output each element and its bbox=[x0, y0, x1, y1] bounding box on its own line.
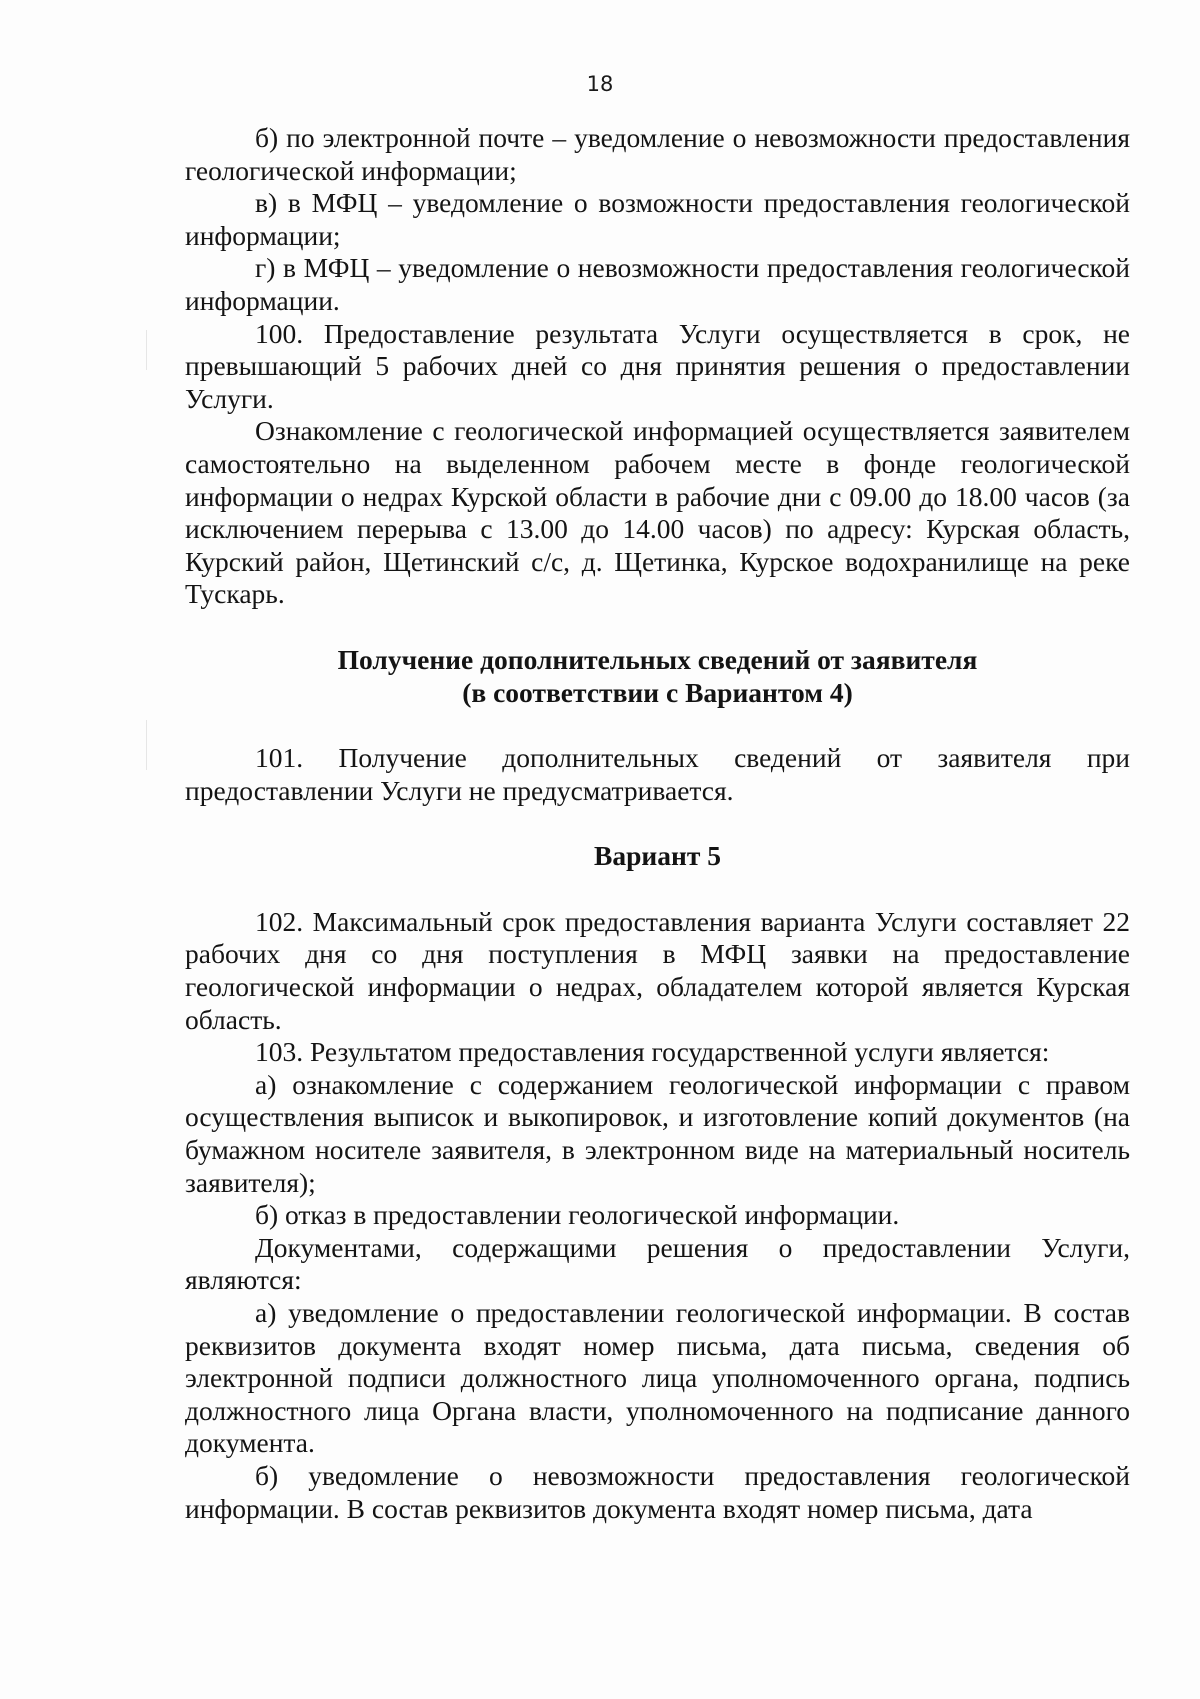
paragraph: в) в МФЦ – уведомление о возможности предоставления геологической информации; bbox=[185, 187, 1130, 251]
paragraph: а) ознакомление с содержанием геологической информации с правом осуществления выписок и выкопировок, и изготовление копий документов (на бумажном носителе заявителя, в электронном виде на материальный носитель заявителя); bbox=[185, 1068, 1130, 1198]
paragraph: Ознакомление с геологической информацией осуществляется заявителем самостоятельно на выделенном рабочем месте в фонде геологической информации о недрах Курской области в рабочие дни с 09.00 до 18.00 часов (за исключением перерыва с 13.00 до 14.00 часов) по адресу: Курская область, Курский район, Щетинский с/с, д. Щетинка, Курское водохранилище на реке Тускарь. bbox=[185, 415, 1130, 610]
paragraph: 100. Предоставление результата Услуги осуществляется в срок, не превышающий 5 рабочих дней со дня принятия решения о предоставлении Услуги. bbox=[185, 317, 1130, 414]
paragraph: б) отказ в предоставлении геологической информации. bbox=[255, 1199, 900, 1231]
paragraph: 101. Получение дополнительных сведений от заявителя при предоставлении Услуги не предусматривается. bbox=[185, 742, 1130, 806]
paragraph: а) уведомление о предоставлении геологической информации. В состав реквизитов документа входят номер письма, дата письма, сведения об электронной подписи должностного лица уполномоченного органа, подпись должностного лица Органа власти, уполномоченного на подписание данного документа. bbox=[185, 1297, 1130, 1459]
paragraph: 103. Результатом предоставления государственной услуги является: bbox=[255, 1036, 1050, 1068]
spacer bbox=[185, 873, 1130, 906]
paragraph: г) в МФЦ – уведомление о невозможности предоставления геологической информации. bbox=[185, 252, 1130, 316]
spacer bbox=[185, 709, 1130, 742]
page-number: 18 bbox=[586, 72, 614, 96]
document-body bbox=[185, 122, 1130, 1525]
scan-artifact bbox=[146, 330, 147, 370]
spacer bbox=[185, 611, 1130, 644]
spacer bbox=[185, 807, 1130, 840]
paragraph: б) по электронной почте – уведомление о невозможности предоставления геологической информации; bbox=[185, 122, 1130, 186]
paragraph: Документами, содержащими решения о предоставлении Услуги, являются: bbox=[185, 1231, 1130, 1296]
variant-heading: Вариант 5 bbox=[594, 840, 721, 872]
paragraph: 102. Максимальный срок предоставления варианта Услуги составляет 22 рабочих дня со дня поступления в МФЦ заявки на предоставление геологической информации о недрах, обладателем которой является Курская область. bbox=[185, 905, 1130, 1035]
scan-artifact bbox=[146, 720, 147, 770]
section-heading-line2: (в соответствии с Вариантом 4) bbox=[462, 676, 853, 708]
paragraph: б) уведомление о невозможности предоставления геологической информации. В состав реквизитов документа входят номер письма, дата bbox=[185, 1459, 1130, 1524]
section-heading-line1: Получение дополнительных сведений от заявителя bbox=[337, 643, 978, 675]
